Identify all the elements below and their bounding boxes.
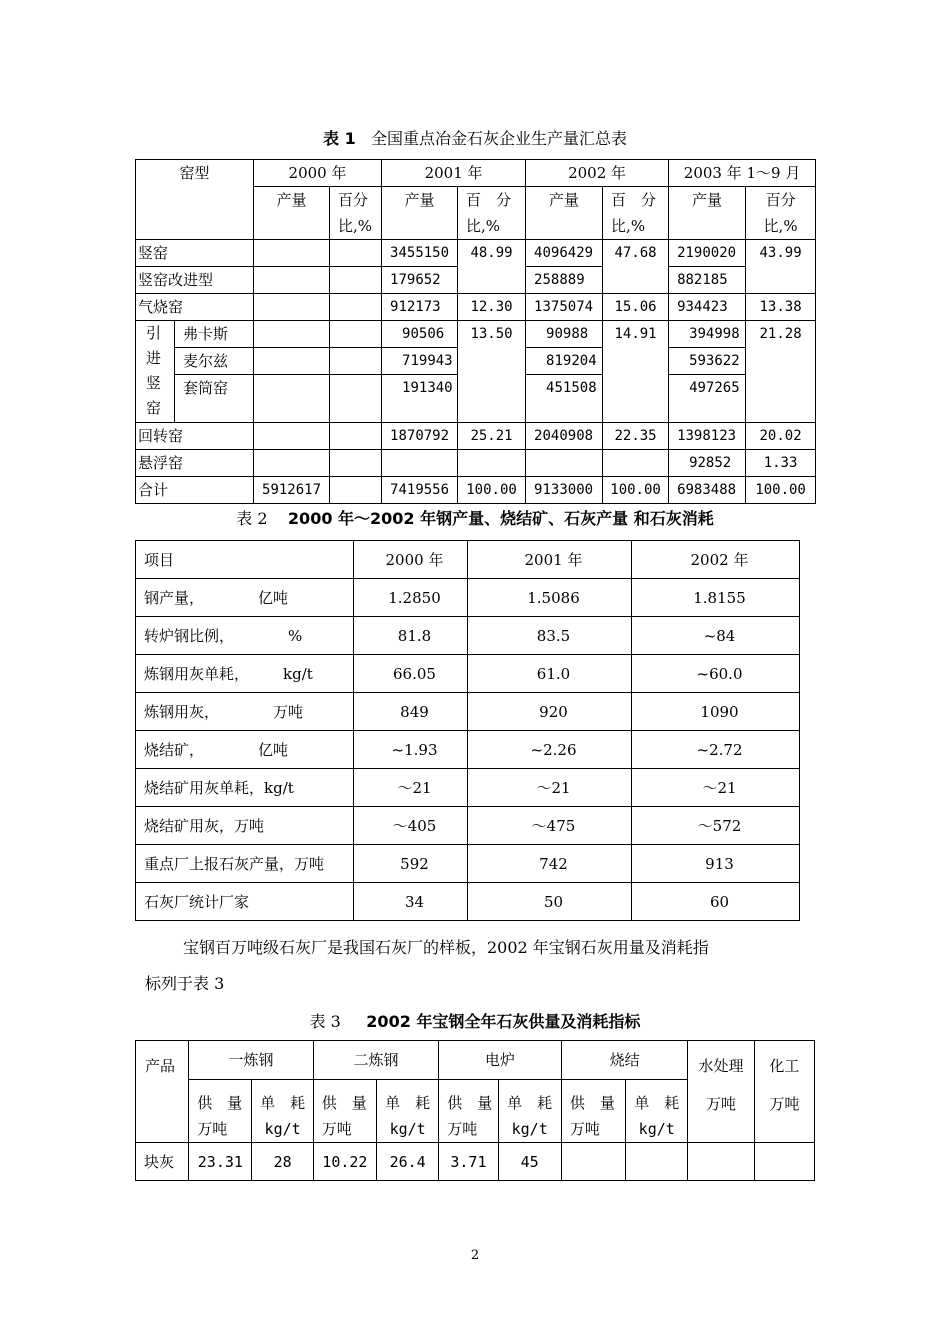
- cell: 1375074: [526, 294, 603, 321]
- percent-header: 百分 比,%: [746, 187, 816, 240]
- table1-caption: [0, 126, 950, 149]
- table1-caption-num: 表 1: [323, 129, 356, 148]
- cell: 47.68: [603, 240, 669, 294]
- cell: 934423: [669, 294, 746, 321]
- t2-item-cell: 烧结矿用灰，万吨: [136, 807, 354, 845]
- t2-header-2000: 2000 年: [354, 541, 468, 579]
- t3-group-4: 烧结: [561, 1041, 688, 1080]
- table2-caption-text: 2000 年～2002 年钢产量、烧结矿、石灰产量 和石灰消耗: [287, 509, 714, 528]
- cell: 6983488: [669, 477, 746, 504]
- cell: ～475: [468, 807, 632, 845]
- t2-item-cell: 烧结矿， 亿吨: [136, 731, 354, 769]
- cell: ~60.0: [632, 655, 800, 693]
- cell: 92852: [669, 450, 746, 477]
- cell: ~2.26: [468, 731, 632, 769]
- cell: 12.30: [458, 294, 526, 321]
- cell: 2190020: [669, 240, 746, 267]
- cell: 1870792: [382, 423, 458, 450]
- cell: 819204: [526, 348, 603, 375]
- cell: 191340: [382, 375, 458, 423]
- cell: 1398123: [669, 423, 746, 450]
- t3-group-6: 化工 万吨: [754, 1041, 814, 1143]
- cell: 497265: [669, 375, 746, 423]
- cell: 23.31: [189, 1143, 252, 1181]
- cell: 90506: [382, 321, 458, 348]
- cell: 451508: [526, 375, 603, 423]
- year-2003-header: 2003 年 1～9 月: [669, 160, 816, 187]
- cell: 90988: [526, 321, 603, 348]
- year-2001-header: 2001 年: [382, 160, 526, 187]
- cell: 258889: [526, 267, 603, 294]
- cell: 5912617: [254, 477, 330, 504]
- output-header: 产量: [254, 187, 330, 240]
- table3-caption: [0, 1009, 950, 1032]
- table2-body: [136, 579, 800, 921]
- cell: 10.22: [313, 1143, 376, 1181]
- cell: 592: [354, 845, 468, 883]
- cell: 50: [468, 883, 632, 921]
- row-label-vertical: 竖窑: [136, 240, 254, 267]
- percent-header: 百分 比,%: [330, 187, 382, 240]
- cell: 1.2850: [354, 579, 468, 617]
- cell: ～21: [632, 769, 800, 807]
- t3-unit-header: 单 耗 kg/t: [626, 1080, 688, 1143]
- t3-unit-header: 单 耗 kg/t: [498, 1080, 561, 1143]
- table-row: [136, 655, 800, 693]
- cell: 593622: [669, 348, 746, 375]
- cell: 60: [632, 883, 800, 921]
- row-label-maerzi: 麦尔兹: [175, 348, 254, 375]
- cell: ~1.93: [354, 731, 468, 769]
- table3-caption-text: 2002 年宝钢全年石灰供量及消耗指标: [366, 1012, 641, 1031]
- cell: 4096429: [526, 240, 603, 267]
- t2-header-2002: 2002 年: [632, 541, 800, 579]
- t3-supply-header: 供 量 万吨: [313, 1080, 376, 1143]
- cell: 913: [632, 845, 800, 883]
- cell: 100.00: [746, 477, 816, 504]
- t2-item-cell: 钢产量， 亿吨: [136, 579, 354, 617]
- table3-caption-num: 表 3: [309, 1012, 341, 1031]
- cell: 1.5086: [468, 579, 632, 617]
- row-label-gas: 气烧窑: [136, 294, 254, 321]
- table1: [135, 159, 816, 504]
- table-row: [136, 807, 800, 845]
- cell: 45: [498, 1143, 561, 1181]
- cell: 2040908: [526, 423, 603, 450]
- percent-header: 百 分 比,%: [603, 187, 669, 240]
- cell: 14.91: [603, 321, 669, 423]
- t3-group-1: 一炼钢: [189, 1041, 314, 1080]
- cell: 1.33: [746, 450, 816, 477]
- t3-group-3: 电炉: [439, 1041, 562, 1080]
- cell: 1.8155: [632, 579, 800, 617]
- cell: 394998: [669, 321, 746, 348]
- cell: 100.00: [458, 477, 526, 504]
- cell: 34: [354, 883, 468, 921]
- cell: 48.99: [458, 240, 526, 294]
- cell: 719943: [382, 348, 458, 375]
- year-2002-header: 2002 年: [526, 160, 669, 187]
- t2-item-cell: 炼钢用灰单耗， kg/t: [136, 655, 354, 693]
- cell: 66.05: [354, 655, 468, 693]
- table2: [135, 540, 800, 921]
- t3-unit-header: 单 耗 kg/t: [377, 1080, 439, 1143]
- cell: 21.28: [746, 321, 816, 423]
- row-label-vertical-improved: 竖窑改进型: [136, 267, 254, 294]
- table-row: [136, 731, 800, 769]
- cell: 912173: [382, 294, 458, 321]
- cell: 83.5: [468, 617, 632, 655]
- cell: ～21: [468, 769, 632, 807]
- t3-supply-header: 供 量 万吨: [561, 1080, 625, 1143]
- table-row: [136, 769, 800, 807]
- t3-supply-header: 供 量 万吨: [189, 1080, 252, 1143]
- cell: 13.38: [746, 294, 816, 321]
- cell: 22.35: [603, 423, 669, 450]
- table-row: [136, 845, 800, 883]
- t3-unit-header: 单 耗 kg/t: [252, 1080, 313, 1143]
- row-label-taotong: 套筒窑: [175, 375, 254, 423]
- row-label-suspension: 悬浮窑: [136, 450, 254, 477]
- cell: 100.00: [603, 477, 669, 504]
- cell: 742: [468, 845, 632, 883]
- cell: 28: [252, 1143, 313, 1181]
- t2-item-cell: 转炉钢比例， %: [136, 617, 354, 655]
- cell: 13.50: [458, 321, 526, 423]
- output-header: 产量: [382, 187, 458, 240]
- paragraph-line-1: 宝钢百万吨级石灰厂是我国石灰厂的样板，2002 年宝钢石灰用量及消耗指: [183, 938, 709, 957]
- row-label-imported: 引进竖窑: [136, 321, 175, 423]
- cell: ~84: [632, 617, 800, 655]
- cell: 920: [468, 693, 632, 731]
- cell: 81.8: [354, 617, 468, 655]
- output-header: 产量: [526, 187, 603, 240]
- year-2000-header: 2000 年: [254, 160, 382, 187]
- cell: 849: [354, 693, 468, 731]
- t2-item-cell: 重点厂上报石灰产量，万吨: [136, 845, 354, 883]
- t3-product-header: 产品: [136, 1041, 189, 1143]
- cell: 26.4: [377, 1143, 439, 1181]
- page-number: 2: [470, 1248, 480, 1263]
- kiln-type-header: 窑型: [136, 160, 254, 240]
- table2-caption: [0, 506, 950, 529]
- t2-item-cell: 石灰厂统计厂家: [136, 883, 354, 921]
- row-label-total: 合计: [136, 477, 254, 504]
- table1-caption-text: 全国重点冶金石灰企业生产量汇总表: [370, 129, 627, 148]
- t3-row-label: 块灰: [136, 1143, 189, 1181]
- cell: 1090: [632, 693, 800, 731]
- t3-group-5: 水处理 万吨: [688, 1041, 754, 1143]
- cell: ～405: [354, 807, 468, 845]
- t3-group-2: 二炼钢: [313, 1041, 439, 1080]
- cell: 7419556: [382, 477, 458, 504]
- cell: 25.21: [458, 423, 526, 450]
- paragraph-line-2: 标列于表 3: [145, 974, 225, 993]
- t2-header-item: 项目: [136, 541, 354, 579]
- row-label-rotary: 回转窑: [136, 423, 254, 450]
- table-row: [136, 693, 800, 731]
- cell: ~2.72: [632, 731, 800, 769]
- cell: 9133000: [526, 477, 603, 504]
- table-row: [136, 617, 800, 655]
- percent-header: 百 分 比,%: [458, 187, 526, 240]
- cell: 15.06: [603, 294, 669, 321]
- table2-caption-num: 表 2: [236, 509, 268, 528]
- cell: 20.02: [746, 423, 816, 450]
- cell: ～21: [354, 769, 468, 807]
- t2-item-cell: 烧结矿用灰单耗，kg/t: [136, 769, 354, 807]
- cell: 43.99: [746, 240, 816, 294]
- table-row: [136, 883, 800, 921]
- t2-header-2001: 2001 年: [468, 541, 632, 579]
- cell: ～572: [632, 807, 800, 845]
- cell: 3455150: [382, 240, 458, 267]
- cell: 3.71: [439, 1143, 498, 1181]
- cell: 179652: [382, 267, 458, 294]
- t3-supply-header: 供 量 万吨: [439, 1080, 498, 1143]
- row-label-fukasi: 弗卡斯: [175, 321, 254, 348]
- t2-item-cell: 炼钢用灰， 万吨: [136, 693, 354, 731]
- table3: [135, 1040, 815, 1181]
- output-header: 产量: [669, 187, 746, 240]
- table-row: [136, 579, 800, 617]
- cell: 882185: [669, 267, 746, 294]
- cell: 61.0: [468, 655, 632, 693]
